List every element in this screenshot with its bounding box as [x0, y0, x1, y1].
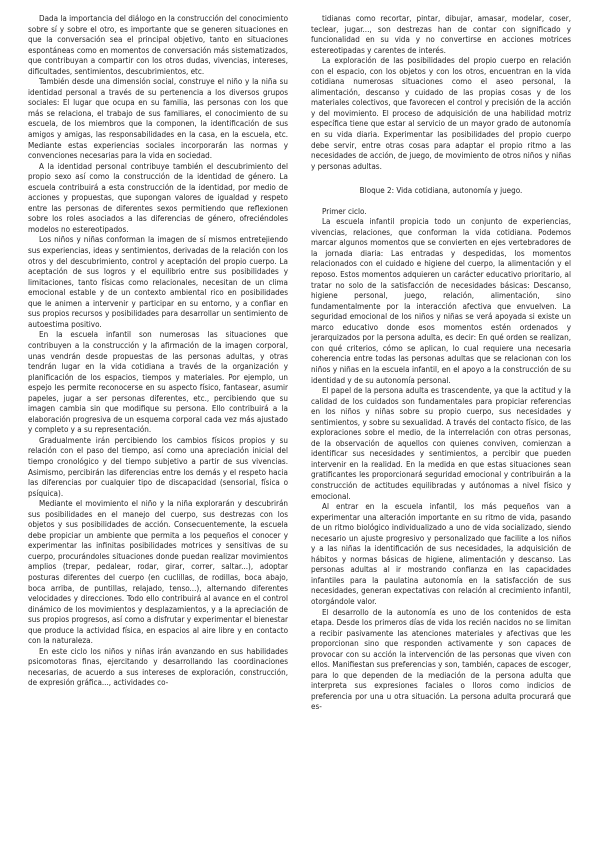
paragraph: tidianas como recortar, pintar, dibujar, amasar, modelar, coser, teclear, jugar..., son destrezas han de contar con significado y funcionalidad en su vida y no convertirse en acciones motrices estereotipadas y carentes de interés. [311, 14, 571, 55]
paragraph: La exploración de las posibilidades del propio cuerpo en relación con el espacio, con los objetos y con los otros, encuentran en la vida cotidiana numerosas situaciones como el aseo personal, la alimentación, descanso y cuidado de las propias cosas y de los materiales colectivos, que favorecen el control y precisión de la acción y del movimiento. El proceso de adquisición de una habilidad motriz específica tiene que estar al servicio de un mayor grado de autonomía en su vida diaria. Experimentar las posibilidades del propio cuerpo debe servir, entre otras cosas para adaptar el propio ritmo a las necesidades de acción, de juego, de movimiento de otros niños y niñas y personas adultas. [311, 56, 571, 171]
paragraph: Dada la importancia del diálogo en la construcción del conocimiento sobre sí y sobre el otro, es importante que se generen situaciones en que la conversación sea el principal objetivo, tanto en situaciones espontáneas como en momentos de conversación más sistematizados, que contribuyan a compartir con los otros dudas, vivencias, intereses, dificultades, sentimientos, descubrimientos, etc. [28, 14, 288, 76]
paragraph: A la identidad personal contribuye también el descubrimiento del propio sexo así como la construcción de la identidad de género. La escuela contribuirá a esta construcción de la identidad, por medio de acciones y propuestas, que supongan valores de igualdad y respeto entre las personas de diferentes sexos permitiendo que reflexionen sobre los roles asociados a las diferencias de género, ofreciéndoles modelos no estereotipados. [28, 161, 288, 234]
paragraph: Al entrar en la escuela infantil, los más pequeños van a experimentar una alteración importante en su ritmo de vida, pasando de un ritmo biológico individualizado a uno de vida socializado, siendo necesario un ajuste progresivo y personalizado que facilite a los niños y a las niñas la identificación de sus necesidades, la adquisición de hábitos y normas básicas de higiene, alimentación y descanso. Las personas adultas al ir mostrando confianza en las capacidades infantiles para la paulatina autonomía en la satisfacción de sus necesidades, generan expectativas con relación al crecimiento infantil, otorgándole valor. [311, 502, 571, 606]
paragraph: También desde una dimensión social, construye el niño y la niña su identidad personal a través de su pertenencia a los diversos grupos sociales: El lugar que ocupa en su familia, las personas con los que más se relaciona, el trabajo de sus familiares, el conocimiento de su escuela, de los miembros que la componen, la identificación de sus amigos y amigas, las responsabilidades en la casa, en la escuela, etc. Mediante estas experiencias sociales incorporarán las normas y convenciones necesarias para la vida en sociedad. [28, 77, 288, 161]
paragraph: Mediante el movimiento el niño y la niña explorarán y descubrirán sus posibilidades en el manejo del cuerpo, sus destrezas con los objetos y sus posibilidades de acción. Consecuentemente, la escuela debe propiciar un ambiente que permita a los pequeños el conocer y experimentar las infinitas posibilidades motrices y sensitivas de su cuerpo, procurándoles situaciones donde puedan realizar movimientos amplios (trepar, pedalear, rodar, girar, correr, saltar...), adoptar posturas diferentes del cuerpo (en cuclillas, de rodillas, boca abajo, boca arriba, de puntillas, relajado, tenso...), alternando diferentes velocidades y direcciones. Todo ello contribuirá al avance en el control dinámico de los movimientos y desplazamientos, y a la apreciación de sus propios progresos, así como a disfrutar y experimentar el bienestar que produce la actividad física, en espacios al aire libre y en contacto con la naturaleza. [28, 499, 288, 646]
paragraph: En la escuela infantil son numerosas las situaciones que contribuyen a la construcción y la afirmación de la imagen corporal, unas vendrán desde propuestas de las personas adultas, y otras tendrán lugar en la vida cotidiana a través de la organización y planificación de los espacios, tiempos y materiales. Por ejemplo, un espejo les permite reconocerse en su aspecto físico, fantasear, asumir papeles, jugar a ser personas diferentes, etc., percibiendo que su imagen cambia sin que modifique su persona. Ello contribuirá a la elaboración progresiva de un esquema corporal cada vez más ajustado y completo y a su representación. [28, 330, 288, 435]
right-column [311, 14, 571, 713]
paragraph: Los niños y niñas conforman la imagen de sí mismos entretejiendo sus experiencias, ideas y sentimientos, derivadas de la relación con los otros y del descubrimiento, control y aceptación del propio cuerpo. La aceptación de sus logros y el equilibrio entre sus posibilidades y limitaciones, tanto físicas como relacionales, necesitan de un clima emocional estable y de un contexto ambiental rico en posibilidades que le animen a intervenir y participar en su entorno, y a confiar en sus propios recursos y posibilidades para desarrollar un sentimiento de autoestima positivo. [28, 235, 288, 329]
paragraph: La escuela infantil propicia todo un conjunto de experiencias, vivencias, relaciones, que conforman la vida cotidiana. Podemos marcar algunos momentos que se convierten en ejes vertebradores de la jornada diaria: Las entradas y despedidas, los momentos relacionados con el cuidado e higiene del cuerpo, la alimentación y el reposo. Estos momentos adquieren un carácter educativo prioritario, al tratar no solo de la satisfacción de necesidades básicas: Descanso, higiene personal, juego, relación, alimentación, sino fundamentalmente por la interacción afectiva que envuelven. La seguridad emocional de los niños y niñas se verá apoyada si existe un marco educativo donde esos momentos estén ordenados y jerarquizados por la persona adulta, es decir: En qué orden se realizan, con qué criterios, cómo se aplican, lo cual requiere una necesaria coherencia entre todas las personas adultas que se relacionan con los niños y niñas en la escuela infantil, en el apoyo a la construcción de su identidad y de su autonomía personal. [311, 217, 571, 385]
subsection-title: Primer ciclo. [322, 206, 367, 216]
section-title: Bloque 2: Vida cotidiana, autonomía y juego. [359, 186, 523, 196]
paragraph: Gradualmente irán percibiendo los cambios físicos propios y su relación con el paso del tiempo, así como una apreciación inicial del tiempo cronológico y del tiempo subjetivo a partir de sus vivencias. Asimismo, percibirán las diferencias entre los demás y el respeto hacia las diferencias por cualquier tipo de discapacidad (sensorial, física o psíquica). [28, 435, 288, 498]
paragraph: El papel de la persona adulta es trascendente, ya que la actitud y la calidad de los cuidados son fundamentales para propiciar referencias en los niños y niñas sobre su propio cuerpo, sus necesidades y sentimientos, y sobre su sexualidad. A través del contacto físico, de las exploraciones sobre el medio, de la interrelación con otras personas, de la observación de aquellos con quienes conviven, comienzan a identificar sus necesidades y sentimientos, a percibir que pueden intervenir en la realidad. En la medida en que estas situaciones sean gratificantes les proporcionará seguridad emocional y contribuirán a la construcción de actitudes equilibradas y autónomas a nivel físico y emocional. [311, 386, 571, 501]
paragraph: El desarrollo de la autonomía es uno de los contenidos de esta etapa. Desde los primeros días de vida los recién nacidos no se limitan a recibir pasivamente las atenciones materiales y afectivas que les proporcionan sino que responden activamente y son capaces de provocar con su acción la intervención de las personas que viven con ellos. Manifiestan sus preferencias y son, también, capaces de escoger, para lo que dependen de la mediación de la persona adulta que interpreta sus expresiones faciales o lloros como indicios de preferencia por una u otra situación. La persona adulta procurará que es- [311, 607, 571, 712]
paragraph: En este ciclo los niños y niñas irán avanzando en sus habilidades psicomotoras finas, ejercitando y desarrollando las coordinaciones necesarias, de acuerdo a sus intereses de exploración, construcción, de expresión gráfica..., actividades co- [28, 646, 288, 688]
left-column [28, 14, 288, 689]
